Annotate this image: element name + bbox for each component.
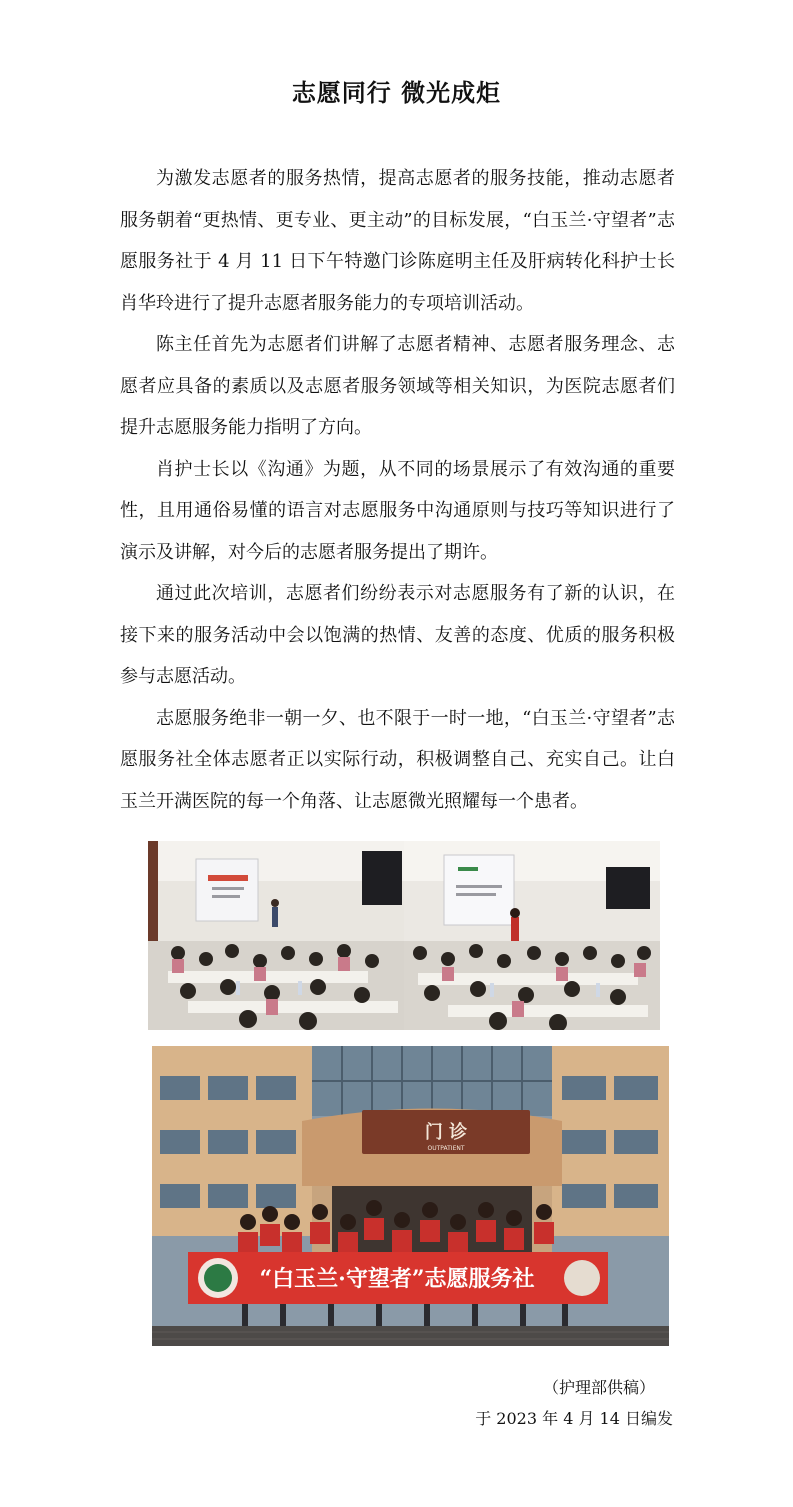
article-credit: （护理部供稿） [543, 1378, 656, 1397]
building-sign-en: OUTPATIENT [427, 1145, 465, 1152]
paragraph: 志愿服务绝非一朝一夕、也不限于一时一地，“白玉兰·守望者”志愿服务社全体志愿者正以实际行动，积极调整自己、充实自己。让白玉兰开满医院的每一个角落、让志愿微光照耀每一个患者。 [120, 707, 675, 812]
paragraph: 陈主任首先为志愿者们讲解了志愿者精神、志愿者服务理念、志愿者应具备的素质以及志愿者服务领域等相关知识，为医院志愿者们提升志愿服务能力指明了方向。 [120, 334, 675, 438]
volunteer-group-photo [152, 1046, 669, 1346]
training-session-photo [148, 841, 660, 1030]
article-body [120, 158, 675, 822]
paragraph: 为激发志愿者的服务热情，提高志愿者的服务技能，推动志愿者服务朝着“更热情、更专业、更主动”的目标发展，“白玉兰·守望者”志愿服务社于 4 月 11 日下午特邀门诊陈庭明主任及肝病转化科护士长肖华玲进行了提升志愿者服务能力的专项培训活动。 [120, 168, 675, 314]
paragraph: 肖护士长以《沟通》为题，从不同的场景展示了有效沟通的重要性，且用通俗易懂的语言对志愿服务中沟通原则与技巧等知识进行了演示及讲解，对今后的志愿者服务提出了期许。 [120, 458, 675, 563]
page-title: 志愿同行 微光成炬 [291, 79, 502, 107]
banner-text: “白玉兰·守望者”志愿服务社 [259, 1266, 535, 1292]
publish-date: 于 2023 年 4 月 14 日编发 [475, 1409, 673, 1428]
paragraph: 通过此次培训，志愿者们纷纷表示对志愿服务有了新的认识，在接下来的服务活动中会以饱满的热情、友善的态度、优质的服务积极参与志愿活动。 [120, 583, 675, 687]
building-sign: 门 诊 [424, 1122, 468, 1143]
